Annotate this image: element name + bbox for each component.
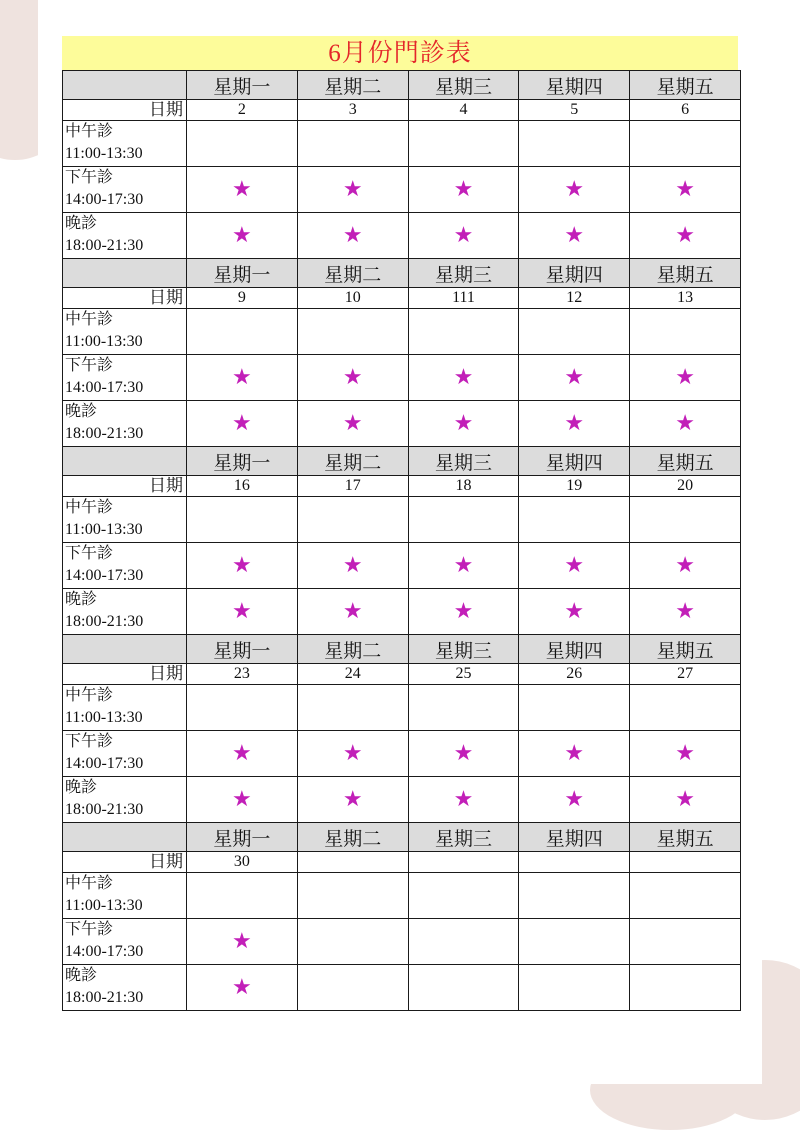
schedule-cell xyxy=(187,213,298,259)
weekday-header: 星期二 xyxy=(297,259,408,288)
session-label-cell xyxy=(63,309,187,355)
star-icon: ★ xyxy=(453,599,474,624)
weekday-header: 星期四 xyxy=(519,447,630,476)
session-label-cell xyxy=(63,497,187,543)
star-icon: ★ xyxy=(342,177,363,202)
schedule-cell xyxy=(187,497,298,543)
date-row xyxy=(63,476,741,497)
weekday-header: 星期三 xyxy=(408,259,519,288)
session-row xyxy=(63,121,741,167)
schedule-cell xyxy=(408,355,519,401)
date-cell xyxy=(630,852,741,873)
date-row xyxy=(63,100,741,121)
star-icon: ★ xyxy=(564,223,585,248)
schedule-cell xyxy=(297,355,408,401)
star-icon: ★ xyxy=(453,553,474,578)
schedule-cell xyxy=(408,401,519,447)
schedule-cell xyxy=(187,121,298,167)
session-label-cell xyxy=(63,731,187,777)
schedule-cell xyxy=(630,121,741,167)
date-row-label: 日期 xyxy=(63,476,187,497)
session-label-cell xyxy=(63,401,187,447)
schedule-cell xyxy=(519,873,630,919)
star-icon: ★ xyxy=(342,411,363,436)
session-row xyxy=(63,965,741,1011)
schedule-cell xyxy=(408,919,519,965)
session-row xyxy=(63,731,741,777)
star-icon: ★ xyxy=(232,553,252,578)
session-name: 晚診 xyxy=(65,215,98,232)
weekday-header: 星期五 xyxy=(630,823,741,852)
schedule-cell xyxy=(519,731,630,777)
session-row xyxy=(63,355,741,401)
weekday-header-row xyxy=(63,635,741,664)
session-name: 下午診 xyxy=(65,169,114,186)
date-cell xyxy=(408,852,519,873)
schedule-cell xyxy=(187,685,298,731)
schedule-cell xyxy=(519,965,630,1011)
weekday-header: 星期四 xyxy=(519,823,630,852)
star-icon: ★ xyxy=(675,787,695,812)
star-icon: ★ xyxy=(564,599,585,624)
session-label-cell xyxy=(63,121,187,167)
header-corner-cell xyxy=(63,823,187,852)
schedule-cell xyxy=(187,777,298,823)
schedule-cell xyxy=(408,873,519,919)
schedule-cell xyxy=(187,355,298,401)
schedule-cell xyxy=(408,731,519,777)
header-corner-cell xyxy=(63,635,187,664)
weekday-header: 星期二 xyxy=(297,823,408,852)
schedule-cell xyxy=(408,589,519,635)
session-time: 14:00-17:30 xyxy=(65,755,144,772)
date-row-label: 日期 xyxy=(63,664,187,685)
schedule-cell xyxy=(519,589,630,635)
date-cell: 25 xyxy=(408,664,519,685)
star-icon: ★ xyxy=(232,599,252,624)
schedule-cell xyxy=(187,731,298,777)
schedule-cell xyxy=(408,497,519,543)
schedule-cell xyxy=(630,497,741,543)
schedule-cell xyxy=(408,543,519,589)
date-row xyxy=(63,288,741,309)
weekday-header-row xyxy=(63,823,741,852)
star-icon: ★ xyxy=(342,599,363,624)
schedule-cell xyxy=(297,543,408,589)
schedule-cell xyxy=(187,919,298,965)
star-icon: ★ xyxy=(675,741,695,766)
star-icon: ★ xyxy=(232,787,252,812)
session-row xyxy=(63,685,741,731)
date-cell: 10 xyxy=(297,288,408,309)
schedule-cell xyxy=(630,685,741,731)
schedule-cell xyxy=(187,965,298,1011)
date-cell: 16 xyxy=(187,476,298,497)
schedule-cell xyxy=(297,167,408,213)
weekday-header: 星期五 xyxy=(630,447,741,476)
schedule-cell xyxy=(187,543,298,589)
schedule-cell xyxy=(297,121,408,167)
weekday-header: 星期一 xyxy=(187,823,298,852)
session-time: 18:00-21:30 xyxy=(65,989,144,1006)
schedule-cell xyxy=(519,543,630,589)
session-label-cell xyxy=(63,589,187,635)
schedule-cell xyxy=(187,309,298,355)
star-icon: ★ xyxy=(675,365,695,390)
date-cell: 2 xyxy=(187,100,298,121)
session-row xyxy=(63,309,741,355)
schedule-cell xyxy=(519,497,630,543)
session-row xyxy=(63,873,741,919)
schedule-cell xyxy=(297,213,408,259)
star-icon: ★ xyxy=(232,411,252,436)
page-title: 6月份門診表 xyxy=(62,36,738,71)
star-icon: ★ xyxy=(342,553,363,578)
session-name: 中午診 xyxy=(65,311,114,328)
date-cell: 13 xyxy=(630,288,741,309)
date-cell: 111 xyxy=(408,288,519,309)
weekday-header: 星期五 xyxy=(630,635,741,664)
schedule-cell xyxy=(408,121,519,167)
schedule-cell xyxy=(630,589,741,635)
date-cell: 26 xyxy=(519,664,630,685)
date-cell: 17 xyxy=(297,476,408,497)
schedule-cell xyxy=(630,873,741,919)
weekday-header-row xyxy=(63,259,741,288)
session-name: 下午診 xyxy=(65,357,114,374)
session-time: 11:00-13:30 xyxy=(65,333,143,350)
date-cell: 6 xyxy=(630,100,741,121)
star-icon: ★ xyxy=(232,365,252,390)
header-corner-cell xyxy=(63,259,187,288)
date-cell: 18 xyxy=(408,476,519,497)
schedule-cell xyxy=(519,401,630,447)
schedule-cell xyxy=(630,731,741,777)
schedule-cell xyxy=(408,167,519,213)
session-name: 中午診 xyxy=(65,123,114,140)
star-icon: ★ xyxy=(564,365,585,390)
session-label-cell xyxy=(63,685,187,731)
star-icon: ★ xyxy=(453,365,474,390)
schedule-cell xyxy=(408,777,519,823)
star-icon: ★ xyxy=(232,177,252,202)
date-cell xyxy=(297,852,408,873)
schedule-cell xyxy=(297,873,408,919)
session-label-cell xyxy=(63,213,187,259)
weekday-header: 星期四 xyxy=(519,71,630,100)
session-name: 下午診 xyxy=(65,921,114,938)
weekday-header: 星期五 xyxy=(630,71,741,100)
schedule-cell xyxy=(630,401,741,447)
date-row-label: 日期 xyxy=(63,100,187,121)
session-time: 18:00-21:30 xyxy=(65,425,144,442)
schedule-cell xyxy=(519,121,630,167)
schedule-cell xyxy=(297,777,408,823)
star-icon: ★ xyxy=(675,411,695,436)
session-time: 14:00-17:30 xyxy=(65,943,144,960)
weekday-header: 星期四 xyxy=(519,635,630,664)
session-row xyxy=(63,543,741,589)
schedule-cell xyxy=(187,873,298,919)
star-icon: ★ xyxy=(453,787,474,812)
date-cell: 5 xyxy=(519,100,630,121)
date-cell: 23 xyxy=(187,664,298,685)
session-label-cell xyxy=(63,777,187,823)
session-time: 14:00-17:30 xyxy=(65,567,144,584)
schedule-cell xyxy=(297,731,408,777)
session-time: 18:00-21:30 xyxy=(65,613,144,630)
star-icon: ★ xyxy=(675,223,695,248)
star-icon: ★ xyxy=(453,223,474,248)
star-icon: ★ xyxy=(564,411,585,436)
star-icon: ★ xyxy=(232,975,252,1000)
star-icon: ★ xyxy=(675,553,695,578)
session-row xyxy=(63,919,741,965)
schedule-cell xyxy=(519,213,630,259)
schedule-cell xyxy=(408,309,519,355)
weekday-header: 星期三 xyxy=(408,447,519,476)
schedule-cell xyxy=(630,543,741,589)
star-icon: ★ xyxy=(675,177,695,202)
session-row xyxy=(63,777,741,823)
schedule-cell xyxy=(519,355,630,401)
date-cell: 12 xyxy=(519,288,630,309)
star-icon: ★ xyxy=(232,929,252,954)
session-time: 18:00-21:30 xyxy=(65,801,144,818)
date-cell: 9 xyxy=(187,288,298,309)
date-row-label: 日期 xyxy=(63,852,187,873)
schedule-cell xyxy=(630,965,741,1011)
schedule-cell xyxy=(630,167,741,213)
session-label-cell xyxy=(63,919,187,965)
header-corner-cell xyxy=(63,71,187,100)
weekday-header: 星期一 xyxy=(187,259,298,288)
session-row xyxy=(63,401,741,447)
date-cell: 24 xyxy=(297,664,408,685)
weekday-header: 星期五 xyxy=(630,259,741,288)
star-icon: ★ xyxy=(564,787,585,812)
date-cell: 27 xyxy=(630,664,741,685)
star-icon: ★ xyxy=(342,787,363,812)
session-name: 中午診 xyxy=(65,499,114,516)
session-time: 11:00-13:30 xyxy=(65,521,143,538)
date-cell xyxy=(519,852,630,873)
date-row-label: 日期 xyxy=(63,288,187,309)
session-name: 晚診 xyxy=(65,779,98,796)
schedule-cell xyxy=(519,919,630,965)
session-row xyxy=(63,167,741,213)
date-row xyxy=(63,664,741,685)
session-row xyxy=(63,589,741,635)
weekday-header: 星期一 xyxy=(187,635,298,664)
session-time: 14:00-17:30 xyxy=(65,379,144,396)
clinic-schedule-table xyxy=(62,70,741,1011)
schedule-cell xyxy=(408,965,519,1011)
session-label-cell xyxy=(63,543,187,589)
date-cell: 19 xyxy=(519,476,630,497)
schedule-cell xyxy=(630,777,741,823)
weekday-header: 星期三 xyxy=(408,635,519,664)
session-name: 中午診 xyxy=(65,875,114,892)
star-icon: ★ xyxy=(453,741,474,766)
schedule-cell xyxy=(297,309,408,355)
weekday-header: 星期二 xyxy=(297,71,408,100)
schedule-cell xyxy=(630,355,741,401)
star-icon: ★ xyxy=(342,365,363,390)
schedule-cell xyxy=(297,497,408,543)
star-icon: ★ xyxy=(232,223,252,248)
weekday-header-row xyxy=(63,71,741,100)
session-name: 晚診 xyxy=(65,591,98,608)
star-icon: ★ xyxy=(564,553,585,578)
weekday-header: 星期四 xyxy=(519,259,630,288)
star-icon: ★ xyxy=(453,177,474,202)
weekday-header: 星期二 xyxy=(297,447,408,476)
session-time: 11:00-13:30 xyxy=(65,897,143,914)
weekday-header-row xyxy=(63,447,741,476)
session-label-cell xyxy=(63,965,187,1011)
star-icon: ★ xyxy=(342,741,363,766)
session-label-cell xyxy=(63,355,187,401)
schedule-cell xyxy=(297,919,408,965)
session-name: 下午診 xyxy=(65,733,114,750)
session-row xyxy=(63,213,741,259)
schedule-cell xyxy=(408,213,519,259)
star-icon: ★ xyxy=(232,741,252,766)
session-time: 18:00-21:30 xyxy=(65,237,144,254)
weekday-header: 星期一 xyxy=(187,447,298,476)
header-corner-cell xyxy=(63,447,187,476)
session-time: 14:00-17:30 xyxy=(65,191,144,208)
schedule-cell xyxy=(519,777,630,823)
weekday-header: 星期一 xyxy=(187,71,298,100)
star-icon: ★ xyxy=(675,599,695,624)
date-cell: 3 xyxy=(297,100,408,121)
session-name: 中午診 xyxy=(65,687,114,704)
session-name: 晚診 xyxy=(65,403,98,420)
schedule-cell xyxy=(519,685,630,731)
schedule-cell xyxy=(630,309,741,355)
session-time: 11:00-13:30 xyxy=(65,145,143,162)
date-row xyxy=(63,852,741,873)
schedule-cell xyxy=(519,167,630,213)
schedule-cell xyxy=(630,213,741,259)
weekday-header: 星期三 xyxy=(408,71,519,100)
schedule-cell xyxy=(297,401,408,447)
schedule-cell xyxy=(297,589,408,635)
schedule-cell xyxy=(519,309,630,355)
date-cell: 20 xyxy=(630,476,741,497)
schedule-cell xyxy=(187,401,298,447)
star-icon: ★ xyxy=(453,411,474,436)
session-time: 11:00-13:30 xyxy=(65,709,143,726)
session-label-cell xyxy=(63,873,187,919)
star-icon: ★ xyxy=(342,223,363,248)
date-cell: 30 xyxy=(187,852,298,873)
weekday-header: 星期二 xyxy=(297,635,408,664)
weekday-header: 星期三 xyxy=(408,823,519,852)
session-label-cell xyxy=(63,167,187,213)
schedule-cell xyxy=(187,167,298,213)
star-icon: ★ xyxy=(564,177,585,202)
session-row xyxy=(63,497,741,543)
schedule-cell xyxy=(297,965,408,1011)
session-name: 晚診 xyxy=(65,967,98,984)
schedule-cell xyxy=(297,685,408,731)
schedule-cell xyxy=(187,589,298,635)
session-name: 下午診 xyxy=(65,545,114,562)
schedule-cell xyxy=(630,919,741,965)
star-icon: ★ xyxy=(564,741,585,766)
schedule-cell xyxy=(408,685,519,731)
date-cell: 4 xyxy=(408,100,519,121)
